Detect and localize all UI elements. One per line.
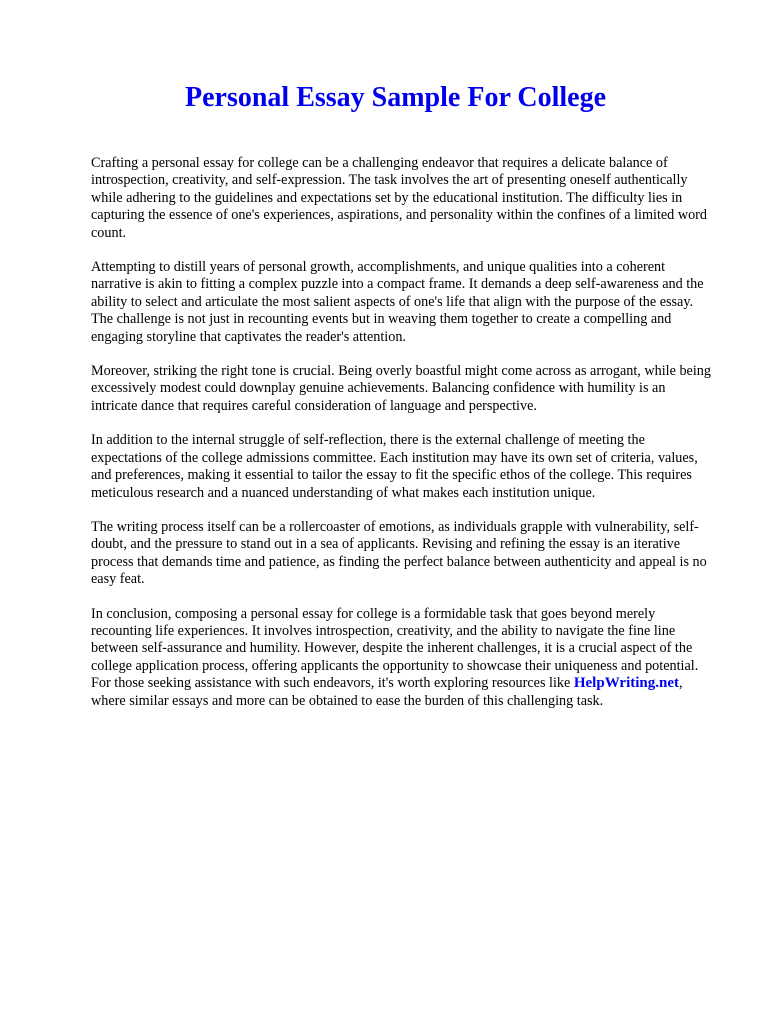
paragraph-tone: Moreover, striking the right tone is crucial. Being overly boastful might come across as arrogant, while being excessively modest could downplay genuine achievements. Balancing confidence with humility is an intricate dance that requires careful consideration of language and perspective. (91, 363, 711, 414)
paragraph-intro: Crafting a personal essay for college can be a challenging endeavor that requires a delicate balance of introspection, creativity, and self-expression. The task involves the art of presenting oneself authentically while adhering to the guidelines and expectations set by the educational institution. The difficulty lies in capturing the essence of one's experiences, aspirations, and personality within the confines of a limited word count. (91, 155, 707, 241)
paragraph-admissions: In addition to the internal struggle of self-reflection, there is the external challenge of meeting the expectations of the college admissions committee. Each institution may have its own set of criteria, values, and preferences, making it essential to tailor the essay to fit the specific ethos of the college. This requires meticulous research and a nuanced understanding of what makes each institution unique. (91, 432, 698, 501)
conclusion-text-after-link: , where similar essays and more can be obtained to ease the burden of this challenging task. (91, 675, 683, 709)
helpwriting-link[interactable]: HelpWriting.net (573, 675, 679, 692)
paragraph-distill: Attempting to distill years of personal growth, accomplishments, and unique qualities into a coherent narrative is akin to fitting a complex puzzle into a compact frame. It demands a deep self-awareness and the ability to select and articulate the most salient aspects of one's life that align with the purpose of the essay. The challenge is not just in recounting events but in weaving them together to create a compelling and engaging storyline that captivates the reader's attention. (91, 259, 704, 345)
conclusion-text-before-link: In conclusion, composing a personal essay for college is a formidable task that goes beyond merely recounting life experiences. It involves introspection, creativity, and the ability to navigate the fine line between self-assurance and humility. However, despite the inherent challenges, it is a crucial aspect of the college application process, offering applicants the opportunity to showcase their uniqueness and potential. For those seeking assistance with such endeavors, it's worth exploring resources like (91, 605, 699, 692)
page-title: Personal Essay Sample For College (184, 82, 606, 113)
paragraph-writing-process: The writing process itself can be a rollercoaster of emotions, as individuals grapple with vulnerability, self-doubt, and the pressure to stand out in a sea of applicants. Revising and refining the essay is an iterative process that demands time and patience, as finding the perfect balance between authenticity and appeal is no easy feat. (91, 518, 707, 588)
paragraph-conclusion (91, 606, 712, 710)
